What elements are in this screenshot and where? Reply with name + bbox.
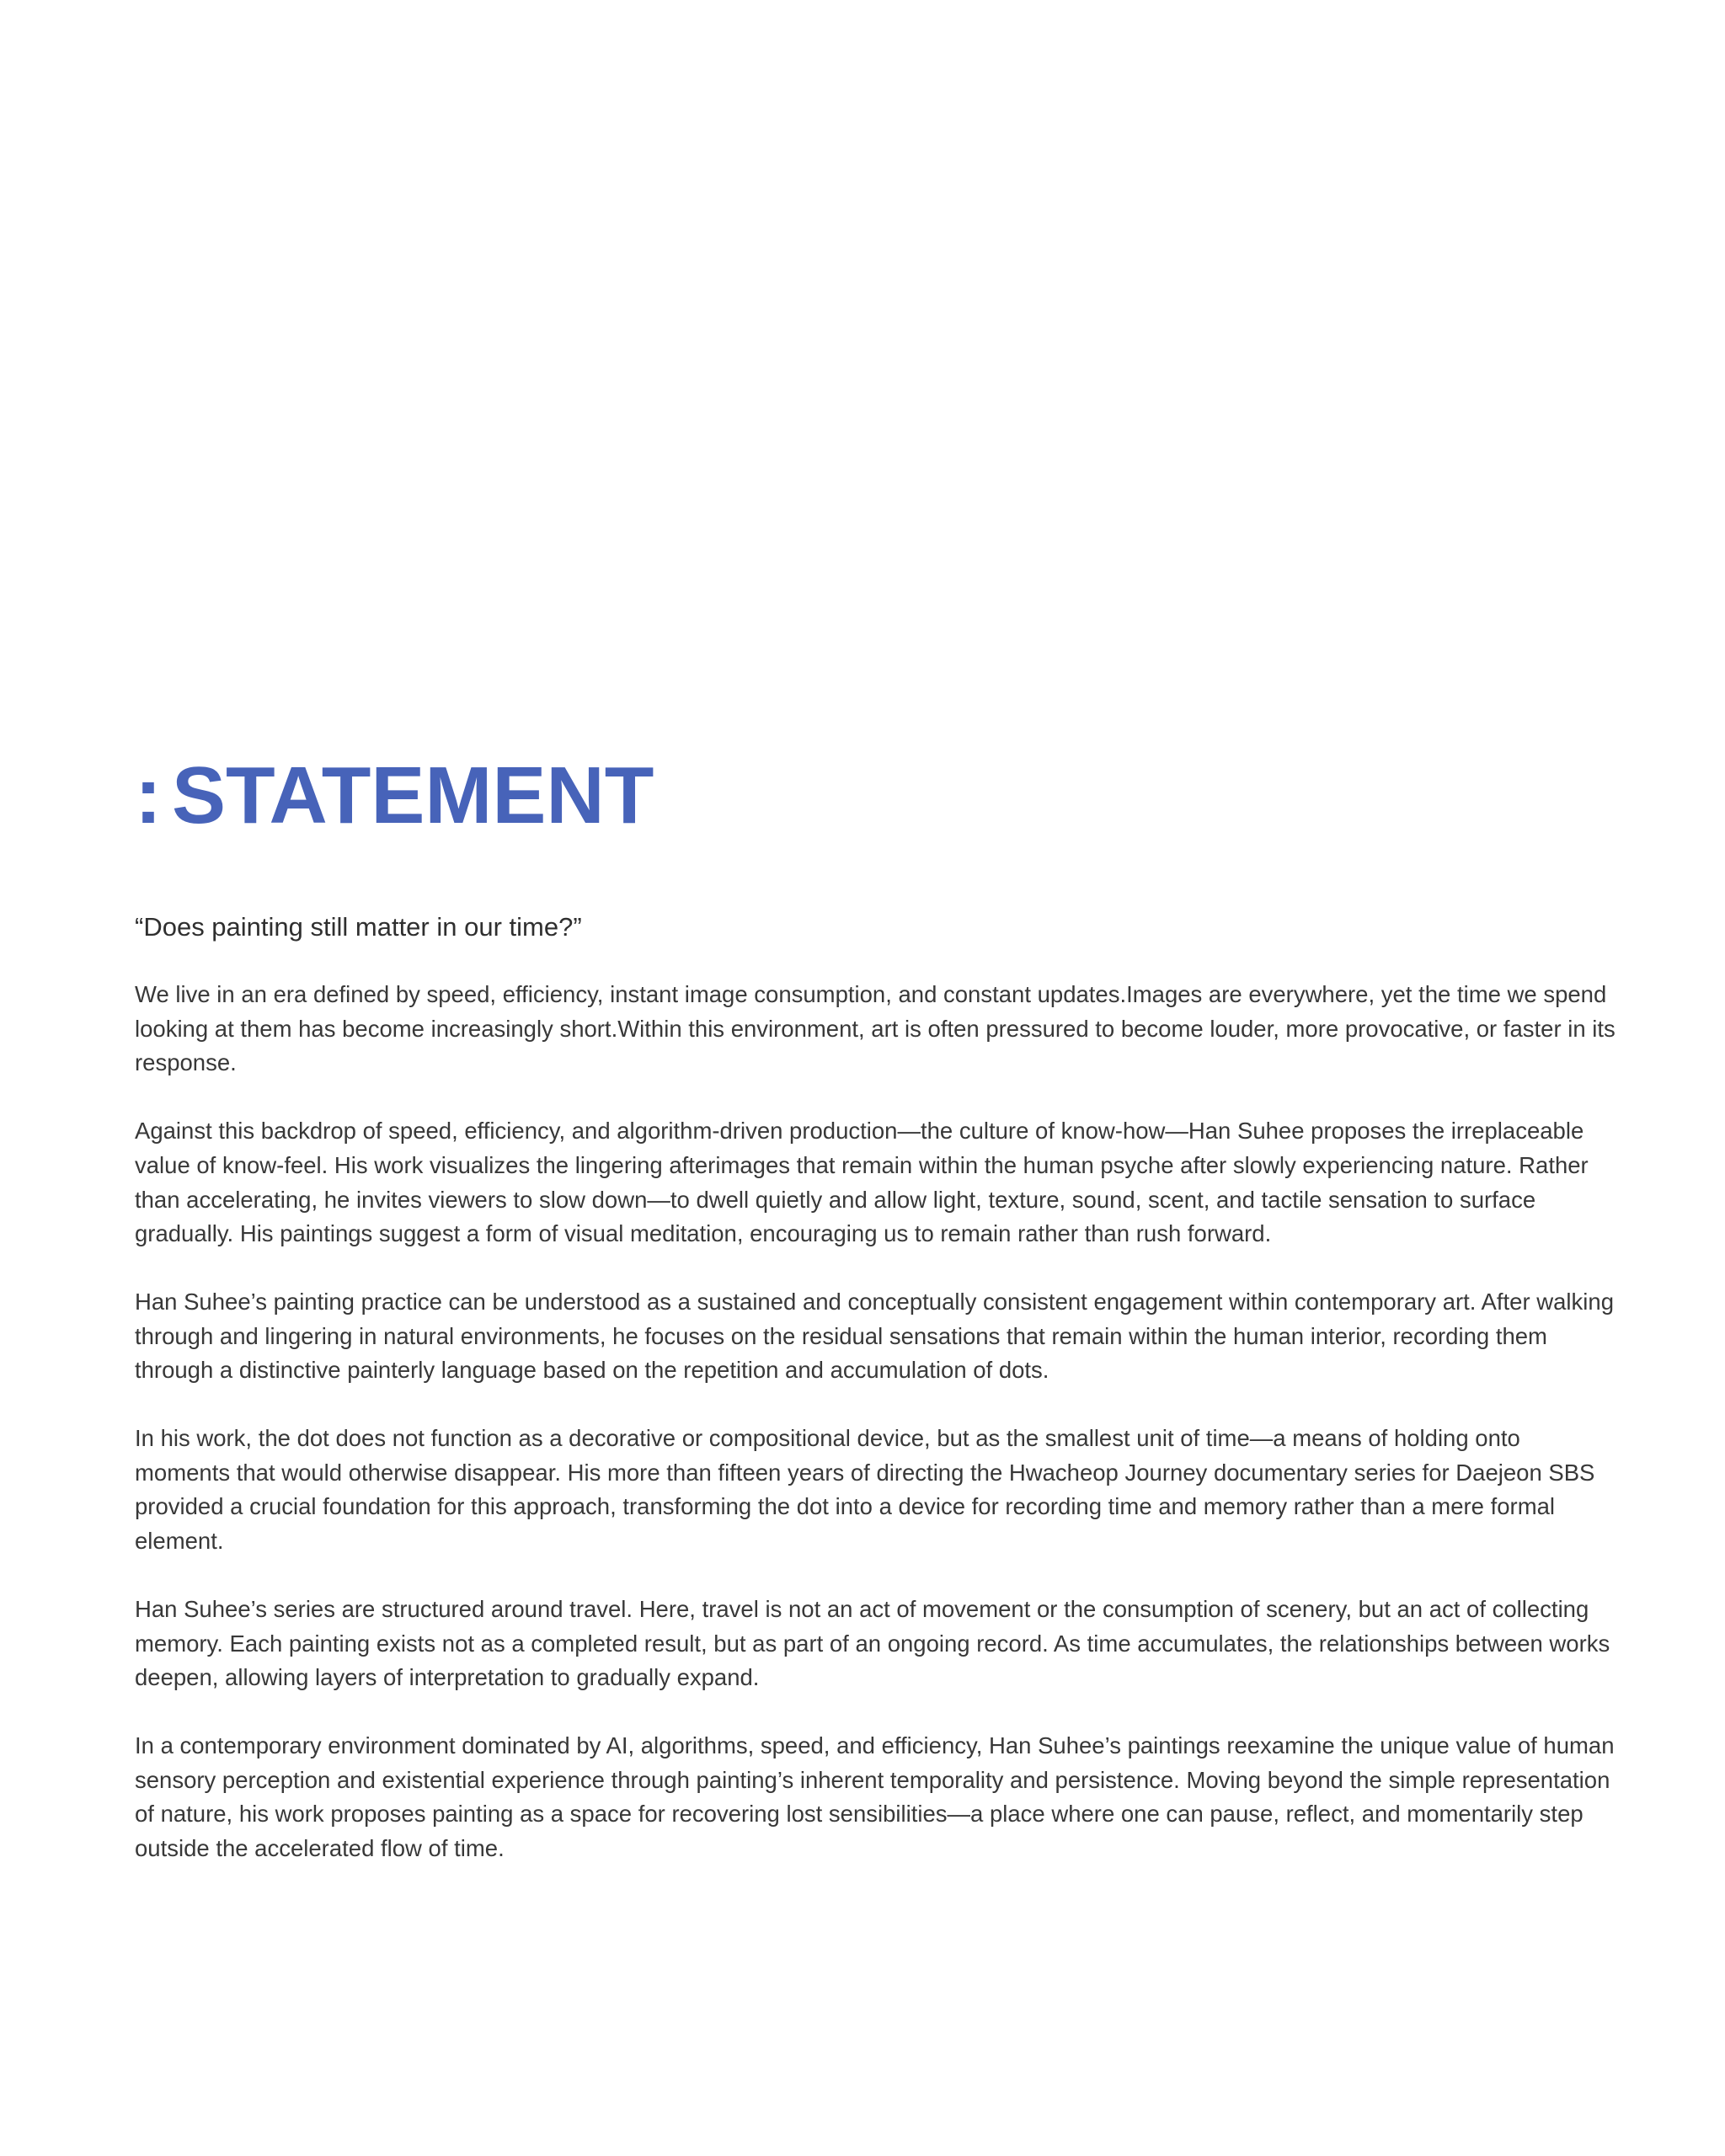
statement-paragraph: In a contemporary environment dominated by AI, algorithms, speed, and efficiency, Han Suhee’s paintings reexamine the unique value of human sensory perception and existential experience through painting’s inherent temporality and persistence. Moving beyond the simple representation of nature, his work proposes painting as a space for recovering lost sensibilities—a place where one can pause, reflect, and momentarily step outside the accelerated flow of time. <box>135 1732 1615 1862</box>
statement-body <box>135 978 1617 1866</box>
heading-text: STATEMENT <box>171 750 654 841</box>
statement-paragraph: Han Suhee’s painting practice can be understood as a sustained and conceptually consistent engagement within contemporary art. After walking through and lingering in natural environments, he focuses on the residual sensations that remain within the human interior, recording them through a distinctive painterly language based on the repetition and accumulation of dots. <box>135 1288 1614 1384</box>
heading-colon: : <box>135 750 162 841</box>
section-heading <box>135 750 1617 841</box>
statement-paragraph: Han Suhee’s series are structured around travel. Here, travel is not an act of movement or the consumption of scenery, but an act of collecting memory. Each painting exists not as a completed result, but as part of an ongoing record. As time accumulates, the relationships between works deepen, allowing layers of interpretation to gradually expand. <box>135 1595 1610 1691</box>
statement-section <box>135 750 1617 1900</box>
statement-paragraph: Against this backdrop of speed, efficiency, and algorithm-driven production—the culture of know-how—Han Suhee proposes the irreplaceable value of know-feel. His work visualizes the lingering afterimages that remain within the human psyche after slowly experiencing nature. Rather than accelerating, he invites viewers to slow down—to dwell quietly and allow light, texture, sound, scent, and tactile sensation to surface gradually. His paintings suggest a form of visual meditation, encouraging us to remain rather than rush forward. <box>135 1118 1589 1247</box>
statement-question: “Does painting still matter in our time?” <box>135 912 582 942</box>
statement-paragraph: In his work, the dot does not function as a decorative or compositional device, but as the smallest unit of time—a means of holding onto moments that would otherwise disappear. His more than fifteen years of directing the Hwacheop Journey documentary series for Daejeon SBS provided a crucial foundation for this approach, transforming the dot into a device for recording time and memory rather than a mere formal element. <box>135 1425 1595 1555</box>
statement-paragraph: We live in an era defined by speed, efficiency, instant image consumption, and constant updates.Images are everywhere, yet the time we spend looking at them has become increasingly short.Within this environment, art is often pressured to become louder, more provocative, or faster in its response. <box>135 981 1616 1076</box>
